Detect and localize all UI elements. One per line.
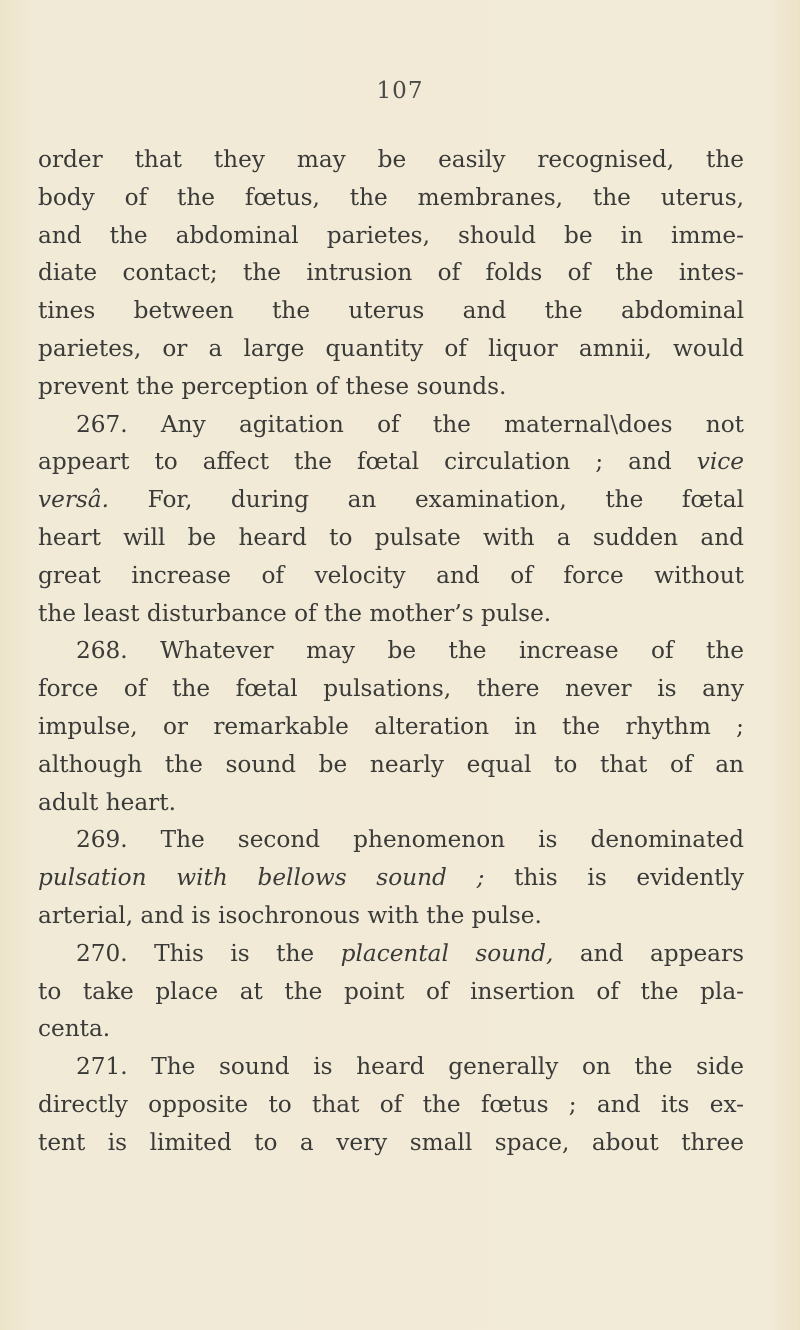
text-line: the least disturbance of the mother’s pulse. bbox=[38, 599, 552, 627]
paragraph-269-line-2 bbox=[38, 859, 744, 897]
text-line: 271. The sound is heard generally on the side bbox=[76, 1053, 744, 1081]
paragraph-267-line-1 bbox=[38, 406, 744, 444]
text-line: parietes, or a large quantity of liquor amnii, would bbox=[38, 334, 744, 362]
italic-span: placental sound, bbox=[340, 939, 554, 967]
text-line: 268. Whatever may be the increase of the bbox=[76, 637, 744, 665]
text-span: and appears bbox=[553, 939, 744, 967]
page-number: 107 bbox=[376, 78, 424, 104]
paragraph-267-line-2 bbox=[38, 443, 744, 481]
text-line: diate contact; the intrusion of folds of the intes- bbox=[38, 259, 744, 287]
body-text bbox=[38, 141, 744, 1162]
text-span: 267. Any agitation of the maternal bbox=[76, 410, 611, 438]
text-span: 270. This is the bbox=[76, 939, 341, 967]
paragraph-270-line-1 bbox=[38, 935, 744, 973]
text-span: does not bbox=[618, 410, 744, 438]
text-line: 269. The second phenomenon is denominated bbox=[76, 826, 744, 854]
text-line: and the abdominal parietes, should be in imme- bbox=[38, 221, 744, 249]
text-line: great increase of velocity and of force without bbox=[38, 561, 744, 589]
paragraph-267-line-3 bbox=[38, 481, 744, 519]
text-line: centa. bbox=[38, 1015, 111, 1043]
text-line: tent is limited to a very small space, about three bbox=[38, 1128, 744, 1156]
italic-span: vice bbox=[696, 448, 744, 476]
text-line: tines between the uterus and the abdominal bbox=[38, 297, 744, 325]
text-line: arterial, and is isochronous with the pulse. bbox=[38, 901, 542, 929]
text-line: body of the fœtus, the membranes, the uterus, bbox=[38, 183, 744, 211]
italic-span: versâ. bbox=[38, 486, 110, 514]
text-span: this is evidently bbox=[484, 864, 744, 892]
text-line: impulse, or remarkable alteration in the rhythm ; bbox=[38, 712, 744, 740]
text-span: appeart to affect the fœtal circulation ; and bbox=[38, 448, 672, 476]
text-line: adult heart. bbox=[38, 788, 176, 816]
text-line: to take place at the point of insertion of the pla- bbox=[38, 977, 744, 1005]
text-line: order that they may be easily recognised, the bbox=[38, 146, 744, 173]
text-line: prevent the perception of these sounds. bbox=[38, 372, 507, 400]
stray-mark: \ bbox=[610, 410, 619, 438]
text-line: heart will be heard to pulsate with a sudden and bbox=[38, 523, 744, 551]
text-line: although the sound be nearly equal to that of an bbox=[38, 750, 744, 778]
text-line: directly opposite to that of the fœtus ; and its ex- bbox=[38, 1090, 744, 1118]
italic-span: pulsation with bellows sound ; bbox=[38, 864, 485, 892]
text-span: For, during an examination, the fœtal bbox=[109, 486, 744, 514]
text-line: force of the fœtal pulsations, there never is any bbox=[38, 675, 744, 703]
